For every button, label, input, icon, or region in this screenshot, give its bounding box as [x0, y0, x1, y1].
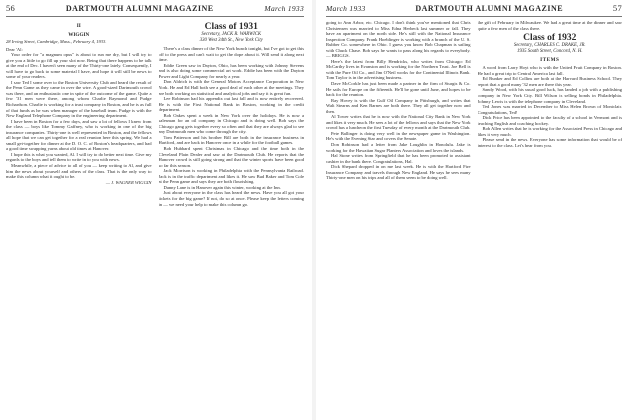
paragraph: Jack Morrison is working in Philadelphia with the Pennsylvania Railroad. Jack is in the traffic department and likes it. He saw Bud Baker and Tom Cole at the Penn game and says they are both flourishing.	[158, 168, 304, 185]
paragraph: Pete Ballinger is doing very well in the newspaper game in Washington. He's with the Evening Star and covers the Senate.	[326, 130, 471, 142]
paragraph: Don Aldrich is with the General Motors Acceptance Corporation in New York. He and Ed Hall both see a good deal of each other at the meetings. They are both working on statistical and analytical jobs and say it is great fun.	[158, 79, 304, 96]
paragraph: Here's the latest from Billy Hendricks, who writes from Chicago: Ed McCarthy lives in Evanston and is working for the Northern Trust. Joe Bell is with the Pure Oil Co., and Jim O'Neil works for the Continental Illinois Bank. Tom Taylor is in the advertising business.	[326, 58, 471, 81]
letter-address: 28 Irving Street, Cambridge, Mass., February 4, 1933.	[6, 39, 107, 44]
class-title: Class of 1931	[204, 22, 258, 32]
right-column-2	[478, 20, 623, 418]
class-heading	[478, 33, 623, 54]
section-name: WIGGIN	[68, 32, 90, 38]
issue-date: March 1933	[264, 4, 304, 13]
paragraph: Ray Hovey is with the Gulf Oil Company in Pittsburgh, and writes that Walt Stearns and Ken Barnes are both there. They all get together now and then.	[326, 97, 471, 114]
paragraph: Bob Oakes spent a week in New York over the holidays. He is now a salesman for an oil company in Chicago and is doing well. Bob says the Chicago gang gets together every so often and that they are always glad to see any Dartmouth men who come through the city.	[158, 112, 304, 135]
paragraph: I saw Ted I some over to the Boston University Club and heard the result of the Penn Game as they came in over the wire. A good-sized Dartmouth crowd was there, and an enthusiastic one in spite of the outcome of the game. Quite a few '31 men were there, among whom Charlie Raymond and Pudge Richardson. Charlie is working for a trust company in Boston, and he is as full of that funds as he was when manager of the baseball team. Pudge is with the New England Telephone Company in the engineering department.	[6, 79, 152, 119]
paragraph: Danny Lane is in Hanover again this winter, working at the Inn.	[163, 184, 281, 190]
items-heading: ITEMS	[540, 57, 560, 64]
paragraph: the gift of February in Milwaukee. We had a great time at the dinner and saw quite a few men of the class there.	[477, 20, 622, 31]
class-heading	[159, 22, 305, 43]
page-number: 56	[6, 3, 16, 13]
magazine-title: DARTMOUTH ALUMNI MAGAZINE	[65, 4, 214, 13]
left-column-1	[6, 20, 152, 418]
paragraph: Ed Bunker and Ed Collins are both at the Harvard Business School. They report that a good many '32 men are there this year.	[477, 76, 622, 87]
signature: — J. WAGNER WIGGIN	[105, 179, 152, 185]
paragraph: Dick Price has been appointed to the faculty of a school in Vermont and is teaching English and coaching hockey.	[477, 115, 622, 126]
secretary-address: 330 West 34th St., New York City	[199, 37, 263, 43]
paragraph: Just about everyone in the class has heard the news. Have you all got your tickets for the big game? If not, do so at once. Please keep the letters coming in — we need your help to make this column go.	[158, 190, 304, 207]
paragraph: going to Ann Arbor, etc. Chicago. I don't think you've mentioned that Chris Christensen was married to Miss Edna Herbeck last summer or fall. They have an apartment on the north side. He's still with the National Insurance Inspection Company. Frank Hoeblinger is working with a branch of the U. S. Rubber Co. somewhere in Ohio. I guess you know Bob Chapman is sailing with Chuck Chase. Bob says he wants to pass along his regards to everybody. — BRIGGS.	[326, 20, 471, 59]
page-number: 57	[612, 3, 622, 13]
section-numeral: II	[76, 23, 81, 29]
paragraph: Ted Jones was married in December to Miss Helen Brown of Montclair. Congratulations, Ted!	[477, 104, 622, 115]
left-column-2	[159, 20, 305, 418]
right-column-1	[326, 20, 471, 418]
left-page	[0, 0, 312, 420]
paragraph: Your order for "a magnum opus" is about to run me dry, but I will try to give you a little to go fill up your slot now. Being that there happens to be talk at the end of Dec. I haven't seen many of the Thirty-one lately. Consequently, I will have to go back to some material I have, and hope it will still be news to some of your readers.	[6, 52, 152, 80]
paragraph: Don Robinson had a letter from Jake Loughlin in Honolulu. Jake is working for the Hawaiian Sugar Planters Association and loves the islands.	[326, 142, 471, 153]
right-running-head	[326, 3, 622, 17]
paragraph: Tom Patterson and his brother Bill are both in the insurance business in Hartford, and are back in Hanover once in a while for the football games.	[158, 134, 304, 146]
paragraph: I hope this is what you wanted, Al. I will try to do better next time. Give my regards to the boys and tell them to write in to you with news.	[6, 151, 152, 163]
magazine-title: DARTMOUTH ALUMNI MAGAZINE	[415, 4, 564, 13]
secretary-line: Secretary, JACK R. WARWICK	[201, 32, 262, 37]
paragraph: Dick Shepard dropped in on me last week. He is with the Hartford Fire Insurance Company and travels through New England. He says he sees many Thirty-one men on his trips and all of them seem to be doing well.	[326, 164, 471, 181]
paragraph: Please send in the news. Everyone has some information that would be of interest to the class. Let's hear from you.	[477, 137, 622, 148]
right-page	[316, 0, 628, 420]
paragraph: Sandy Wood, with his usual good luck, has landed a job with a publishing company in New York City. Bill Wilson is selling bonds in Philadelphia. Johnny Lewis is with the telephone company in Cleveland.	[477, 87, 622, 104]
paragraph: Eddie Green saw in Dayton, Ohio, has been working with Johnny Stevens and is also doing some commercial art work. Eddie has been with the Dayton Power and Light Company for nearly a year.	[158, 62, 304, 79]
left-running-head	[6, 3, 304, 17]
issue-date: March 1933	[326, 4, 366, 13]
class-title: Class of 1932	[523, 33, 577, 44]
paragraph: Meanwhile, a piece of advice to all of you — keep writing to Al, and give him the news about yourself and others of the class. That is the only way to make this column what it ought to be.	[6, 163, 152, 180]
secretary-line: Secretary, CHARLES C. DRAKE, JR.	[513, 43, 586, 49]
paragraph: Al Tower writes that he is now with the National City Bank in New York and likes it very much. He sees a lot of the fellows and says that the New York crowd has a luncheon the first Tuesday of every month at the Dartmouth Club.	[326, 114, 471, 131]
paragraph: I have been in Boston for a few days, and saw a lot of fellows I knew from the class — boys like Tommy Gaffney, who is working in one of the big insurance companies. Thirty-one is well represented in Boston, and the fellows all hope that we can get together for a real reunion here this spring. We had a small get-together for dinner at the D. O. C. of Boston's headquarters, and had a good time swapping yarns about old times at Hanover.	[6, 118, 152, 152]
paragraph: Bob Hubbard spent Christmas in Chicago and the time both in the Cleveland Plain Dealer and saw at the Dartmouth Club. He reports that the Hanover crowd is still going strong and that the winter sports have been good so far this season.	[158, 146, 304, 168]
paragraph: A word from Larry Hoyt who is with the United Fruit Company in Boston. He had a great trip to Central America last fall.	[477, 65, 622, 76]
paragraph: Dave McCorkle has just been made a partner in the firm of Sturgis & Co. He sails for Europe on the fifteenth. He'll be gone until June, and hopes to be back for the reunion.	[326, 81, 471, 98]
secretary-address: 1935 South Street, Concord, N. H.	[516, 48, 583, 54]
paragraph: There's a class dinner of the New York bunch tonight, but I've got to get this off to the press and can't wait to get the dope about it. Will send it along next time.	[158, 46, 304, 63]
paragraph: Lee Robinson had his appendix out last fall and is now entirely recovered. He is with the First National Bank in Boston, working in the credit department.	[158, 96, 304, 113]
salutation: Dear 'Al:	[6, 46, 23, 52]
paragraph: Hal Stone writes from Springfield that he has been promoted to assistant cashier in the bank there. Congratulations, Hal.	[326, 153, 471, 164]
paragraph: Bob Allen writes that he is working for the Associated Press in Chicago and likes it very much.	[477, 126, 622, 137]
